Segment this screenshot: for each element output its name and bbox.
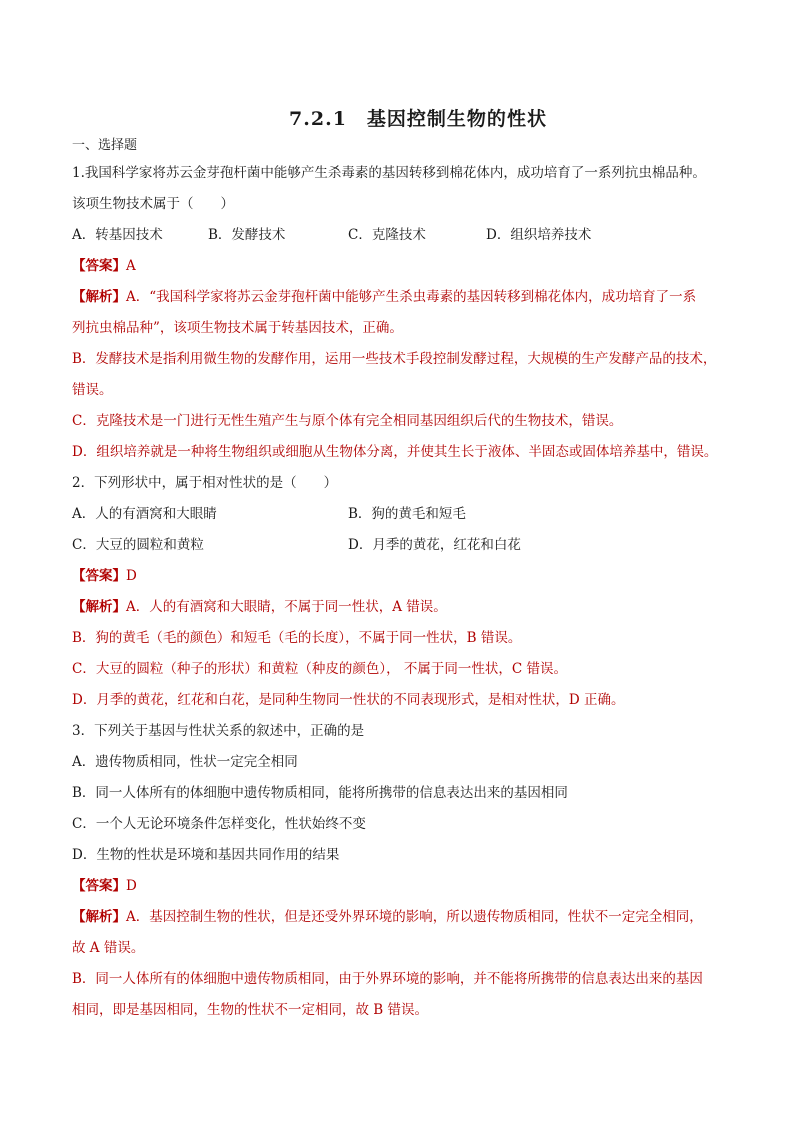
answer-label: 【答案】	[72, 258, 126, 274]
q2-stem: 2．下列形状中，属于相对性状的是（ ）	[72, 475, 338, 491]
q3-analysis-line-4: 相同，即是基因相同，生物的性状不一定相同，故 B 错误。	[72, 1002, 429, 1018]
q1-analysis-line-3: B．发酵技术是指利用微生物的发酵作用，运用一些技术手段控制发酵过程，大规模的生产发酵产品的技术，	[72, 351, 717, 367]
q3-stem: 3．下列关于基因与性状关系的叙述中，正确的是	[72, 723, 365, 739]
q3-option-d: D．生物的性状是环境和基因共同作用的结果	[72, 847, 340, 863]
q2-analysis-line-2: B．狗的黄毛（毛的颜色）和短毛（毛的长度），不属于同一性状，B 错误。	[72, 630, 522, 646]
q1-stem-line-2: 该项生物技术属于（ ）	[72, 196, 234, 212]
q1-analysis-line-2: 列抗虫棉品种”，该项生物技术属于转基因技术，正确。	[72, 320, 403, 336]
q2-analysis-line-3: C．大豆的圆粒（种子的形状）和黄粒（种皮的颜色）， 不属于同一性状，C 错误。	[72, 661, 567, 677]
q1-option-a: A．转基因技术	[72, 227, 163, 243]
q3-option-a: A．遗传物质相同，性状一定完全相同	[72, 754, 298, 770]
q2-option-b: B．狗的黄毛和短毛	[348, 506, 466, 522]
q1-analysis-line-4: 错误。	[72, 382, 113, 398]
answer-value: D	[126, 878, 137, 894]
q1-analysis-line-1	[72, 282, 724, 313]
section-heading: 一、选择题	[72, 138, 138, 153]
q2-option-d: D．月季的黄花，红花和白花	[348, 537, 521, 553]
analysis-text: A．基因控制生物的性状，但是还受外界环境的影响，所以遗传物质相同，性状不一定完全相同，	[126, 909, 703, 925]
q1-option-b: B．发酵技术	[208, 227, 286, 243]
answer-value: A	[126, 258, 136, 274]
page-title: 7.2.1 基因控制生物的性状	[289, 108, 547, 130]
q1-stem-line-1: 1.我国科学家将苏云金芽孢杆菌中能够产生杀毒素的基因转移到棉花体内，成功培育了一系列抗虫棉品种。	[72, 165, 706, 181]
answer-label: 【答案】	[72, 568, 126, 584]
analysis-text: A．“我国科学家将苏云金芽孢杆菌中能够产生杀虫毒素的基因转移到棉花体内，成功培育了一系	[126, 289, 697, 305]
q3-answer	[72, 871, 724, 902]
q2-options-row-1	[72, 499, 724, 530]
q2-answer	[72, 561, 724, 592]
q1-options	[72, 220, 724, 251]
analysis-label: 【解析】	[72, 289, 126, 305]
q3-analysis-line-1	[72, 902, 724, 933]
q1-analysis-line-5: C．克隆技术是一门进行无性生殖产生与原个体有完全相同基因组织后代的生物技术，错误。	[72, 413, 623, 429]
q2-option-a: A．人的有酒窝和大眼睛	[72, 506, 217, 522]
q2-option-c: C．大豆的圆粒和黄粒	[72, 537, 204, 553]
analysis-label: 【解析】	[72, 599, 126, 615]
q1-option-c: C．克隆技术	[348, 227, 426, 243]
answer-label: 【答案】	[72, 878, 126, 894]
q3-analysis-line-3: B．同一人体所有的体细胞中遗传物质相同，由于外界环境的影响，并不能将所携带的信息表达出来的基因	[72, 971, 703, 987]
q1-answer	[72, 251, 724, 282]
q3-analysis-line-2: 故 A 错误。	[72, 940, 145, 956]
q1-option-d: D．组织培养技术	[486, 227, 592, 243]
q2-analysis-line-4: D．月季的黄花，红花和白花，是同种生物同一性状的不同表现形式，是相对性状，D 正确。	[72, 692, 625, 708]
q1-analysis-line-6: D．组织培养就是一种将生物组织或细胞从生物体分离，并使其生长于液体、半固态或固体培养基中，错误。	[72, 444, 718, 460]
answer-value: D	[126, 568, 137, 584]
analysis-label: 【解析】	[72, 909, 126, 925]
q3-option-c: C．一个人无论环境条件怎样变化，性状始终不变	[72, 816, 366, 832]
q2-analysis-line-1	[72, 592, 724, 623]
q2-options-row-2	[72, 530, 724, 561]
q3-option-b: B．同一人体所有的体细胞中遗传物质相同，能将所携带的信息表达出来的基因相同	[72, 785, 568, 801]
analysis-text: A．人的有酒窝和大眼睛，不属于同一性状，A 错误。	[126, 599, 447, 615]
